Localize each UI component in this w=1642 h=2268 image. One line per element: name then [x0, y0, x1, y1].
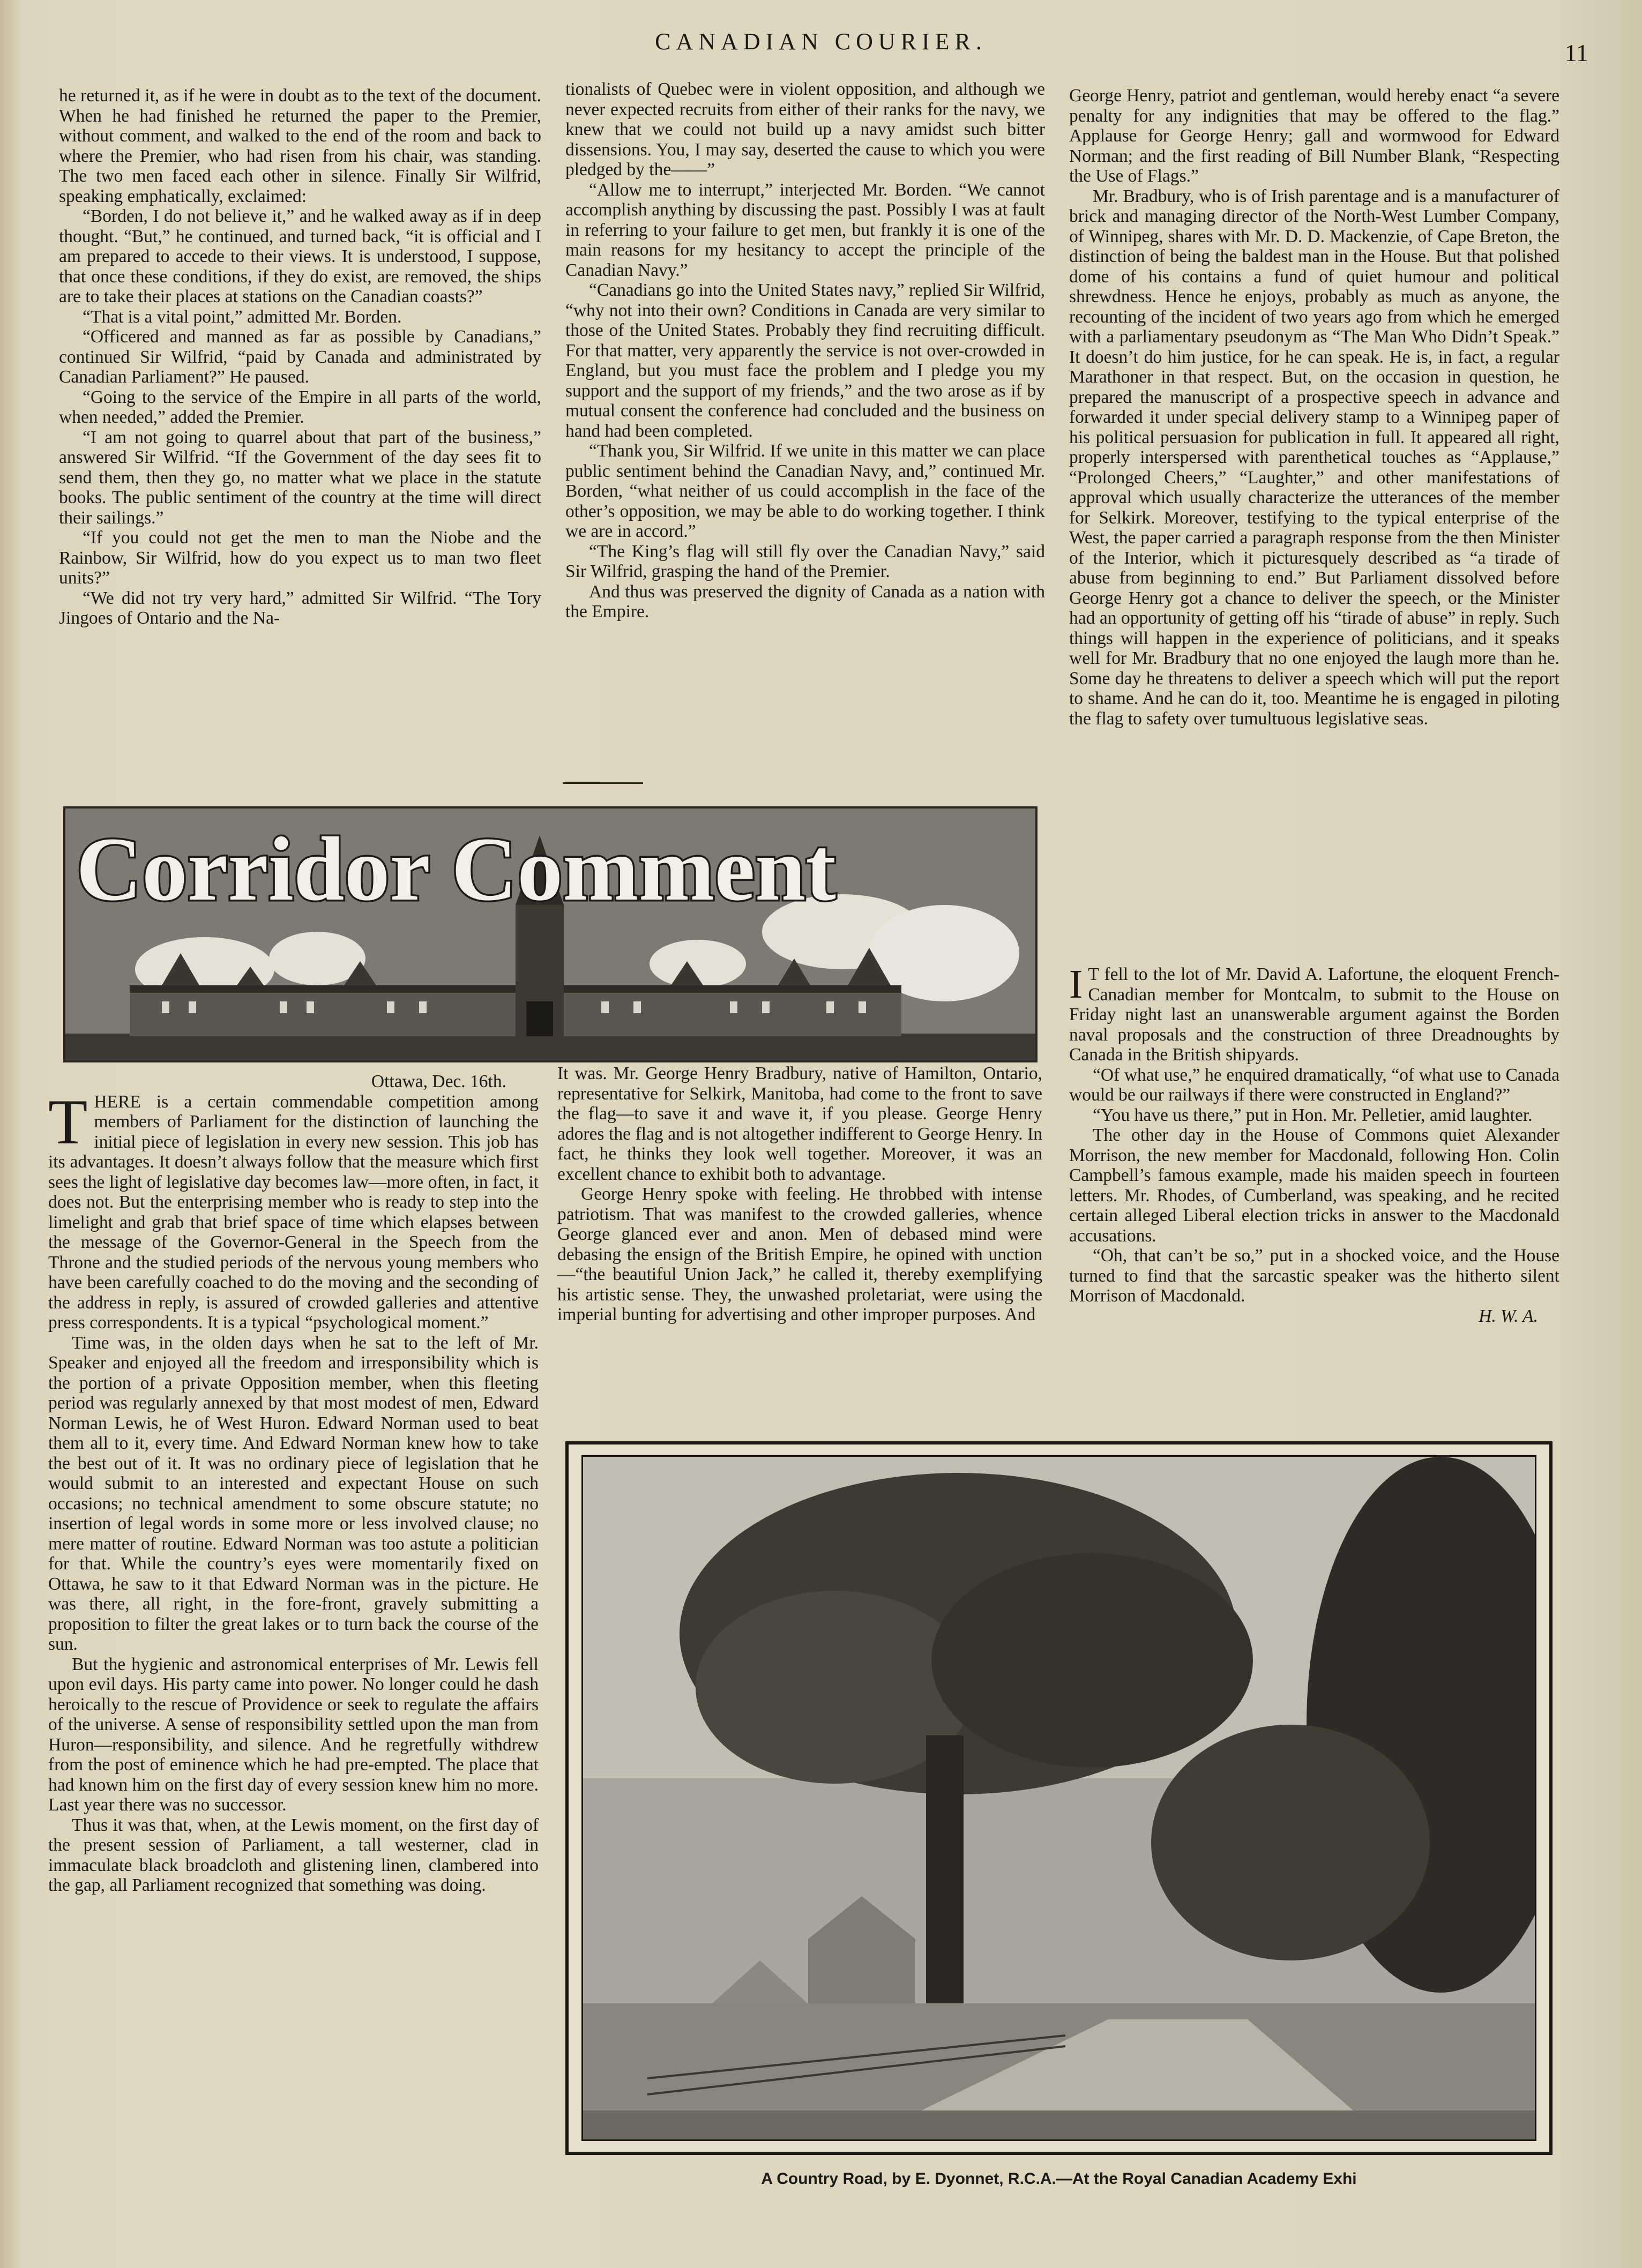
- paragraph: Mr. Bradbury, who is of Irish parentage and is a manufacturer of brick and managing director of the North-West Lumber Company, of Winnipeg, shares with Mr. D. D. Mackenzie, of Cape Breton, the distinction of being the baldest man in the House. But that polished dome of his contains a fund of quiet humour and political shrewdness. Hence he enjoys, probably as much as anyone, the recounting of the incident of two years ago from which he emerged with a parliamentary pseudonym as “The Man Who Didn’t Speak.” It doesn’t do him justice, for he can speak. He is, in fact, a regular Marathoner in that respect. But, on the occasion in question, he prepared the manuscript of a prospective speech in advance and forwarded it under special delivery stamp to a Winnipeg paper of his political persuasion for publication in full. It appeared all right, properly interspersed with parenthetical touches as “Applause,” “Prolonged Cheers,” “Laughter,” and other manifestations of approval which usually characterize the utterances of the member for Selkirk. Moreover, testifying to the typical enterprise of the West, the paper carried a paragraph response from the then Minister of the Interior, which it picturesquely described as “a tirade of abuse from beginning to end.” But Parliament dissolved before George Henry got a chance to deliver the speech, or the Minister had an opportunity of getting off his “tirade of abuse” in reply. Such things will happen in the experience of politicians, and it speaks well for Mr. Bradbury that no one enjoyed the laugh more than he. Some day he threatens to deliver a speech which will put the report to shame. And he can do it, too. Meantime he is engaged in piloting the flag to safety over tumultuous legislative seas.: [1069, 186, 1559, 729]
- paragraph: “Allow me to interrupt,” interjected Mr. Borden. “We cannot accomplish anything by discussing the past. Possibly I was at fault in referring to your failure to get men, but frankly it is one of the main reasons for my hesitancy to accept the principle of the Canadian Navy.”: [565, 179, 1045, 280]
- article-column-4: [48, 1072, 539, 1896]
- banner-title: Corridor Comment: [76, 819, 836, 919]
- paragraph: THERE is a certain commendable competition among members of Parliament for the distinction of launching the initial piece of legislation in every new session. This job has its advantages. It doesn’t always follow that the measure which first sees the light of legislative day becomes law—more often, in fact, it does not. But the enterprising member who is ready to step into the limelight and grab that brief space of time which elapses between the message of the Governor-General in the Speech from the Throne and the studied periods of the nervous young members who have been carefully coached to do the moving and the seconding of the address in reply, is assured of crowded galleries and attentive press correspondents. It is a typical “psychological moment.”: [48, 1086, 539, 1333]
- paragraph: And thus was preserved the dignity of Canada as a nation with the Empire.: [565, 581, 1045, 622]
- drop-cap: I: [1069, 962, 1083, 1007]
- corridor-comment-banner: [63, 806, 1038, 1062]
- paragraph: George Henry, patriot and gentleman, would hereby enact “a severe penalty for any indignities that may be offered to the flag.” Applause for George Henry; gall and wormwood for Edward Norman; and the first reading of Bill Number Blank, “Respecting the Use of Flags.”: [1069, 86, 1559, 186]
- paragraph: “I am not going to quarrel about that part of the business,” answered Sir Wilfrid. “If the Government of the day sees fit to send them, then they go, no matter what we place in the statute books. The public sentiment of the country at the time will direct their sailings.”: [59, 427, 541, 528]
- paragraph: The other day in the House of Commons quiet Alexander Morrison, the new member for Macdonald, following Hon. Colin Campbell’s famous example, made his maiden speech in fourteen letters. Mr. Rhodes, of Cumberland, was speaking, and he recited certain alleged Liberal election tricks in answer to the Macdonald accusations.: [1069, 1125, 1559, 1246]
- paragraph: “We did not try very hard,” admitted Sir Wilfrid. “The Tory Jingoes of Ontario and the Na-: [59, 588, 541, 628]
- paragraph: But the hygienic and astronomical enterprises of Mr. Lewis fell upon evil days. His party came into power. No longer could he dash heroically to the rescue of Providence or seek to regulate the affairs of the universe. A sense of responsibility settled upon the man from Huron—responsibility, and silence. And he regretfully withdrew from the post of eminence which he had pre-empted. The place that had known him on the first day of every session knew him no more. Last year there was no successor.: [48, 1654, 539, 1815]
- drop-cap: T: [48, 1086, 88, 1157]
- illustration-caption: A Country Road, by E. Dyonnet, R.C.A.—At the Royal Canadian Academy Exhi: [761, 2170, 1357, 2188]
- paragraph: “Officered and manned as far as possible by Canadians,” continued Sir Wilfrid, “paid by Canada and administrated by Canadian Parliament?” He paused.: [59, 327, 541, 387]
- page-number: 11: [1564, 39, 1588, 66]
- paragraph: “Canadians go into the United States navy,” replied Sir Wilfrid, “why not into their own? Conditions in Canada are very similar to those of the United States. Probably they find recruiting difficult. For that matter, very apparently the service is not over-crowded in England, but you must face the problem and I pledge you my support and the support of my friends,” and the two arose as if by mutual consent the conference had concluded and the business on hand had been completed.: [565, 280, 1045, 441]
- article-column-3: [1069, 86, 1559, 729]
- painting-image: [583, 1457, 1535, 2139]
- paragraph: It was. Mr. George Henry Bradbury, native of Hamilton, Ontario, representative for Selkirk, Manitoba, had come to the front to save the flag—to save it and wave it, if you please. George Henry adores the flag and is not altogether indifferent to George Henry. In fact, he thinks they look well together. Moreover, it was an excellent chance to exhibit both to advantage.: [557, 1064, 1042, 1184]
- paragraph: George Henry spoke with feeling. He throbbed with intense patriotism. That was manifest to the crowded galleries, whence George glanced ever and anon. Men of debased mind were debasing the ensign of the British Empire, he opined with unction —“the beautiful Union Jack,” he called it, thereby exemplifying his artistic sense. They, the unwashed proletariat, were using the imperial bunting for advertising and other improper purposes. And: [557, 1184, 1042, 1324]
- paragraph: I T fell to the lot of Mr. David A. Lafortune, the eloquent French-Canadian member for Montcalm, to submit to the House on Friday night last an unanswerable argument against the Borden naval proposals and the construction of three Dreadnoughts by Canada in the British shipyards.: [1069, 962, 1559, 1065]
- article-column-6: [1069, 964, 1559, 1326]
- paragraph: “Thank you, Sir Wilfrid. If we unite in this matter we can place public sentiment behind the Canadian Navy, and,” continued Mr. Borden, “what neither of us could accomplish in the face of the other’s opposition, we may be able to do working together. I think we are in accord.”: [565, 441, 1045, 541]
- paragraph: “Oh, that can’t be so,” put in a shocked voice, and the House turned to find that the sarcastic speaker was the hitherto silent Morrison of Macdonald.: [1069, 1246, 1559, 1306]
- paragraph: Time was, in the olden days when he sat to the left of Mr. Speaker and enjoyed all the freedom and irresponsibility which is the portion of a private Opposition member, when this fleeting period was regularly annexed by that most modest of men, Edward Norman Lewis, he of West Huron. Edward Norman used to beat them all to it, every time. And Edward Norman knew how to take the best out of it. It was no ordinary piece of legislation that he would submit to an interested and expectant House on such occasions; no technical amendment to some obscure statute; no insertion of legal words in some more or less involved clause; no mere matter of routine. Edward Norman was too astute a politician for that. While the country’s eyes were momentarily fixed on Ottawa, he saw to it that Edward Norman was in the picture. He was there, all right, in the fore-front, gravely submitting a proposition to filter the great lakes or to turn back the course of the sun.: [48, 1333, 539, 1654]
- paragraph: “The King’s flag will still fly over the Canadian Navy,” said Sir Wilfrid, grasping the hand of the Premier.: [565, 541, 1045, 581]
- paragraph: “Of what use,” he enquired dramatically, “of what use to Canada would be our railways if there were constructed in England?”: [1069, 1065, 1559, 1105]
- paragraph: “That is a vital point,” admitted Mr. Borden.: [83, 306, 402, 327]
- article-column-1: [59, 86, 541, 628]
- paragraph: “If you could not get the men to man the Niobe and the Rainbow, Sir Wilfrid, how do you expect us to man two fleet units?”: [59, 528, 541, 588]
- paragraph: “Borden, I do not believe it,” and he walked away as if in deep thought. “But,” he continued, and turned back, “it is official and I am prepared to accede to their views. It is understood, I suppose, that once these conditions, if they do exist, are removed, the ships are to take their places at stations on the Canadian coasts?”: [59, 206, 541, 306]
- paragraph: “Going to the service of the Empire in all parts of the world, when needed,” added the Premier.: [59, 387, 541, 427]
- paragraph: he returned it, as if he were in doubt as to the text of the document. When he had finished he returned the paper to the Premier, without comment, and walked to the end of the room and back to where the Premier, who had risen from his chair, was standing. The two men faced each other in silence. Finally Sir Wilfrid, speaking emphatically, exclaimed:: [59, 86, 541, 206]
- article-column-5: [557, 1064, 1042, 1325]
- paragraph: Thus it was that, when, at the Lewis moment, on the first day of the present session of Parliament, a tall westerner, clad in immaculate black broadcloth and glistening linen, clambered into the gap, all Parliament recognized that something was doing.: [48, 1815, 539, 1895]
- article-column-2: [565, 79, 1045, 622]
- parliament-buildings-illustration: [65, 809, 1035, 1060]
- dateline: Ottawa, Dec. 16th.: [371, 1072, 506, 1091]
- running-header: CANADIAN COURIER.: [655, 28, 987, 55]
- author-signature: H. W. A.: [1479, 1306, 1538, 1326]
- section-divider: [563, 782, 643, 784]
- paragraph: tionalists of Quebec were in violent opposition, and although we never expected recruits from either of their ranks for the navy, we knew that we could not build up a navy amidst such bitter dissensions. You, I may say, deserted the cause to which you were pledged by the——”: [565, 79, 1045, 179]
- country-road-painting: [581, 1455, 1536, 2141]
- illustration-frame: [565, 1441, 1553, 2155]
- paragraph: “You have us there,” put in Hon. Mr. Pelletier, amid laughter.: [1093, 1105, 1533, 1125]
